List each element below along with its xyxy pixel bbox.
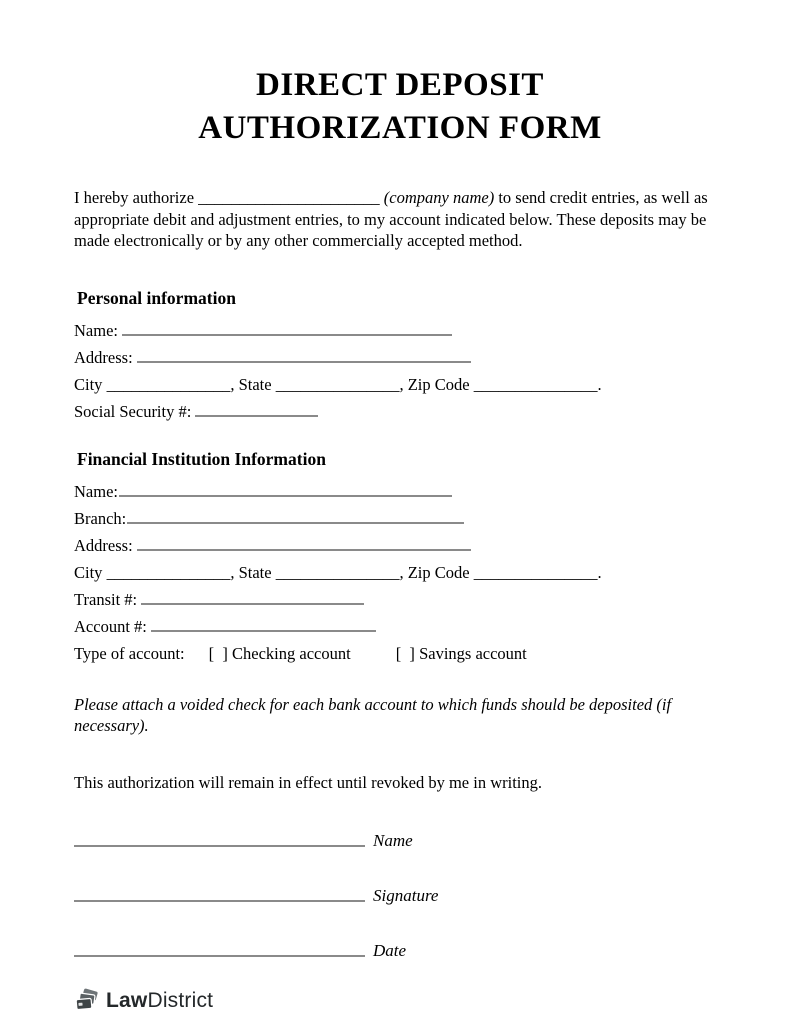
brand-name-bold: Law [106, 989, 148, 1012]
signature-block [74, 823, 742, 960]
personal-info-heading: Personal information [77, 287, 236, 308]
intro-body: to send credit entries, as well as appropriate debit and adjustment entries, to my account indicated below. These deposits may be made electronically or by any other commercially accepted method. [74, 188, 708, 250]
form-title-line2: AUTHORIZATION FORM [198, 110, 602, 146]
financial-address-label: Address: [74, 535, 133, 555]
checking-option-label: Checking account [232, 643, 351, 663]
company-name-blank[interactable]: ______________________ [198, 188, 380, 207]
company-name-hint: (company name) [379, 188, 499, 207]
signature-signature-field[interactable] [74, 878, 365, 902]
financial-branch-label: Branch: [74, 508, 127, 528]
financial-account-row [74, 616, 742, 637]
savings-checkbox[interactable]: [ ] [395, 643, 415, 663]
financial-branch-field[interactable] [127, 511, 464, 524]
financial-state-field[interactable]: _______________ [275, 562, 400, 582]
financial-zip-label: , Zip Code [399, 562, 474, 582]
personal-zip-label: , Zip Code [399, 374, 474, 394]
financial-transit-row [74, 589, 742, 610]
brand-name [106, 989, 213, 1013]
personal-ssn-field[interactable] [195, 404, 318, 417]
financial-transit-field[interactable] [141, 592, 364, 605]
personal-line-end: . [597, 374, 602, 394]
intro-prefix: I hereby authorize [74, 188, 199, 207]
brand-name-regular: District [147, 989, 214, 1012]
personal-city-field[interactable]: _______________ [106, 374, 231, 394]
savings-account-option [396, 644, 527, 663]
financial-line-end: . [597, 562, 602, 582]
financial-name-row [74, 481, 742, 502]
form-title-line1: DIRECT DEPOSIT [256, 67, 544, 103]
financial-name-field[interactable] [119, 484, 452, 497]
personal-info-section [74, 287, 742, 422]
signature-date-label: Date [373, 941, 407, 960]
personal-ssn-label: Social Security #: [74, 401, 192, 421]
signature-date-field[interactable] [74, 933, 365, 957]
financial-address-field[interactable] [137, 538, 471, 551]
signature-date-row [74, 933, 742, 960]
personal-state-label: , State [230, 374, 276, 394]
financial-address-row [74, 535, 742, 556]
lawdistrict-logo [74, 988, 742, 1014]
personal-city-label: City [74, 374, 107, 394]
authorization-note: This authorization will remain in effect until revoked by me in writing. [74, 772, 542, 792]
account-type-label: Type of account: [74, 643, 185, 663]
financial-city-state-zip-row [74, 562, 742, 583]
savings-option-label: Savings account [419, 643, 527, 663]
personal-address-field[interactable] [137, 350, 471, 363]
financial-city-label: City [74, 562, 107, 582]
financial-account-field[interactable] [151, 619, 376, 632]
financial-zip-field[interactable]: _______________ [473, 562, 598, 582]
financial-name-label: Name: [74, 481, 118, 501]
signature-name-label: Name [373, 831, 413, 850]
personal-city-state-zip-row [74, 374, 742, 395]
personal-address-row [74, 347, 742, 368]
financial-branch-row [74, 508, 742, 529]
signature-signature-label: Signature [373, 886, 439, 905]
intro-paragraph [74, 187, 726, 252]
form-title [0, 0, 800, 150]
personal-name-field[interactable] [122, 323, 452, 336]
checking-checkbox[interactable]: [ ] [208, 643, 228, 663]
personal-name-row [74, 320, 742, 341]
personal-zip-field[interactable]: _______________ [473, 374, 598, 394]
signature-name-row [74, 823, 742, 850]
signature-signature-row [74, 878, 742, 905]
checking-account-option [209, 644, 351, 663]
voided-check-note: Please attach a voided check for each bank account to which funds should be deposited (if necessary). [74, 694, 672, 735]
financial-city-field[interactable]: _______________ [106, 562, 231, 582]
financial-transit-label: Transit #: [74, 589, 138, 609]
stacked-cards-icon [74, 988, 100, 1014]
personal-name-label: Name: [74, 320, 118, 340]
signature-name-field[interactable] [74, 823, 365, 847]
personal-ssn-row [74, 401, 742, 422]
account-type-row [74, 643, 742, 664]
personal-state-field[interactable]: _______________ [275, 374, 400, 394]
personal-address-label: Address: [74, 347, 133, 367]
financial-info-section [74, 448, 742, 664]
financial-info-heading: Financial Institution Information [77, 448, 326, 469]
financial-state-label: , State [230, 562, 276, 582]
financial-account-label: Account #: [74, 616, 147, 636]
